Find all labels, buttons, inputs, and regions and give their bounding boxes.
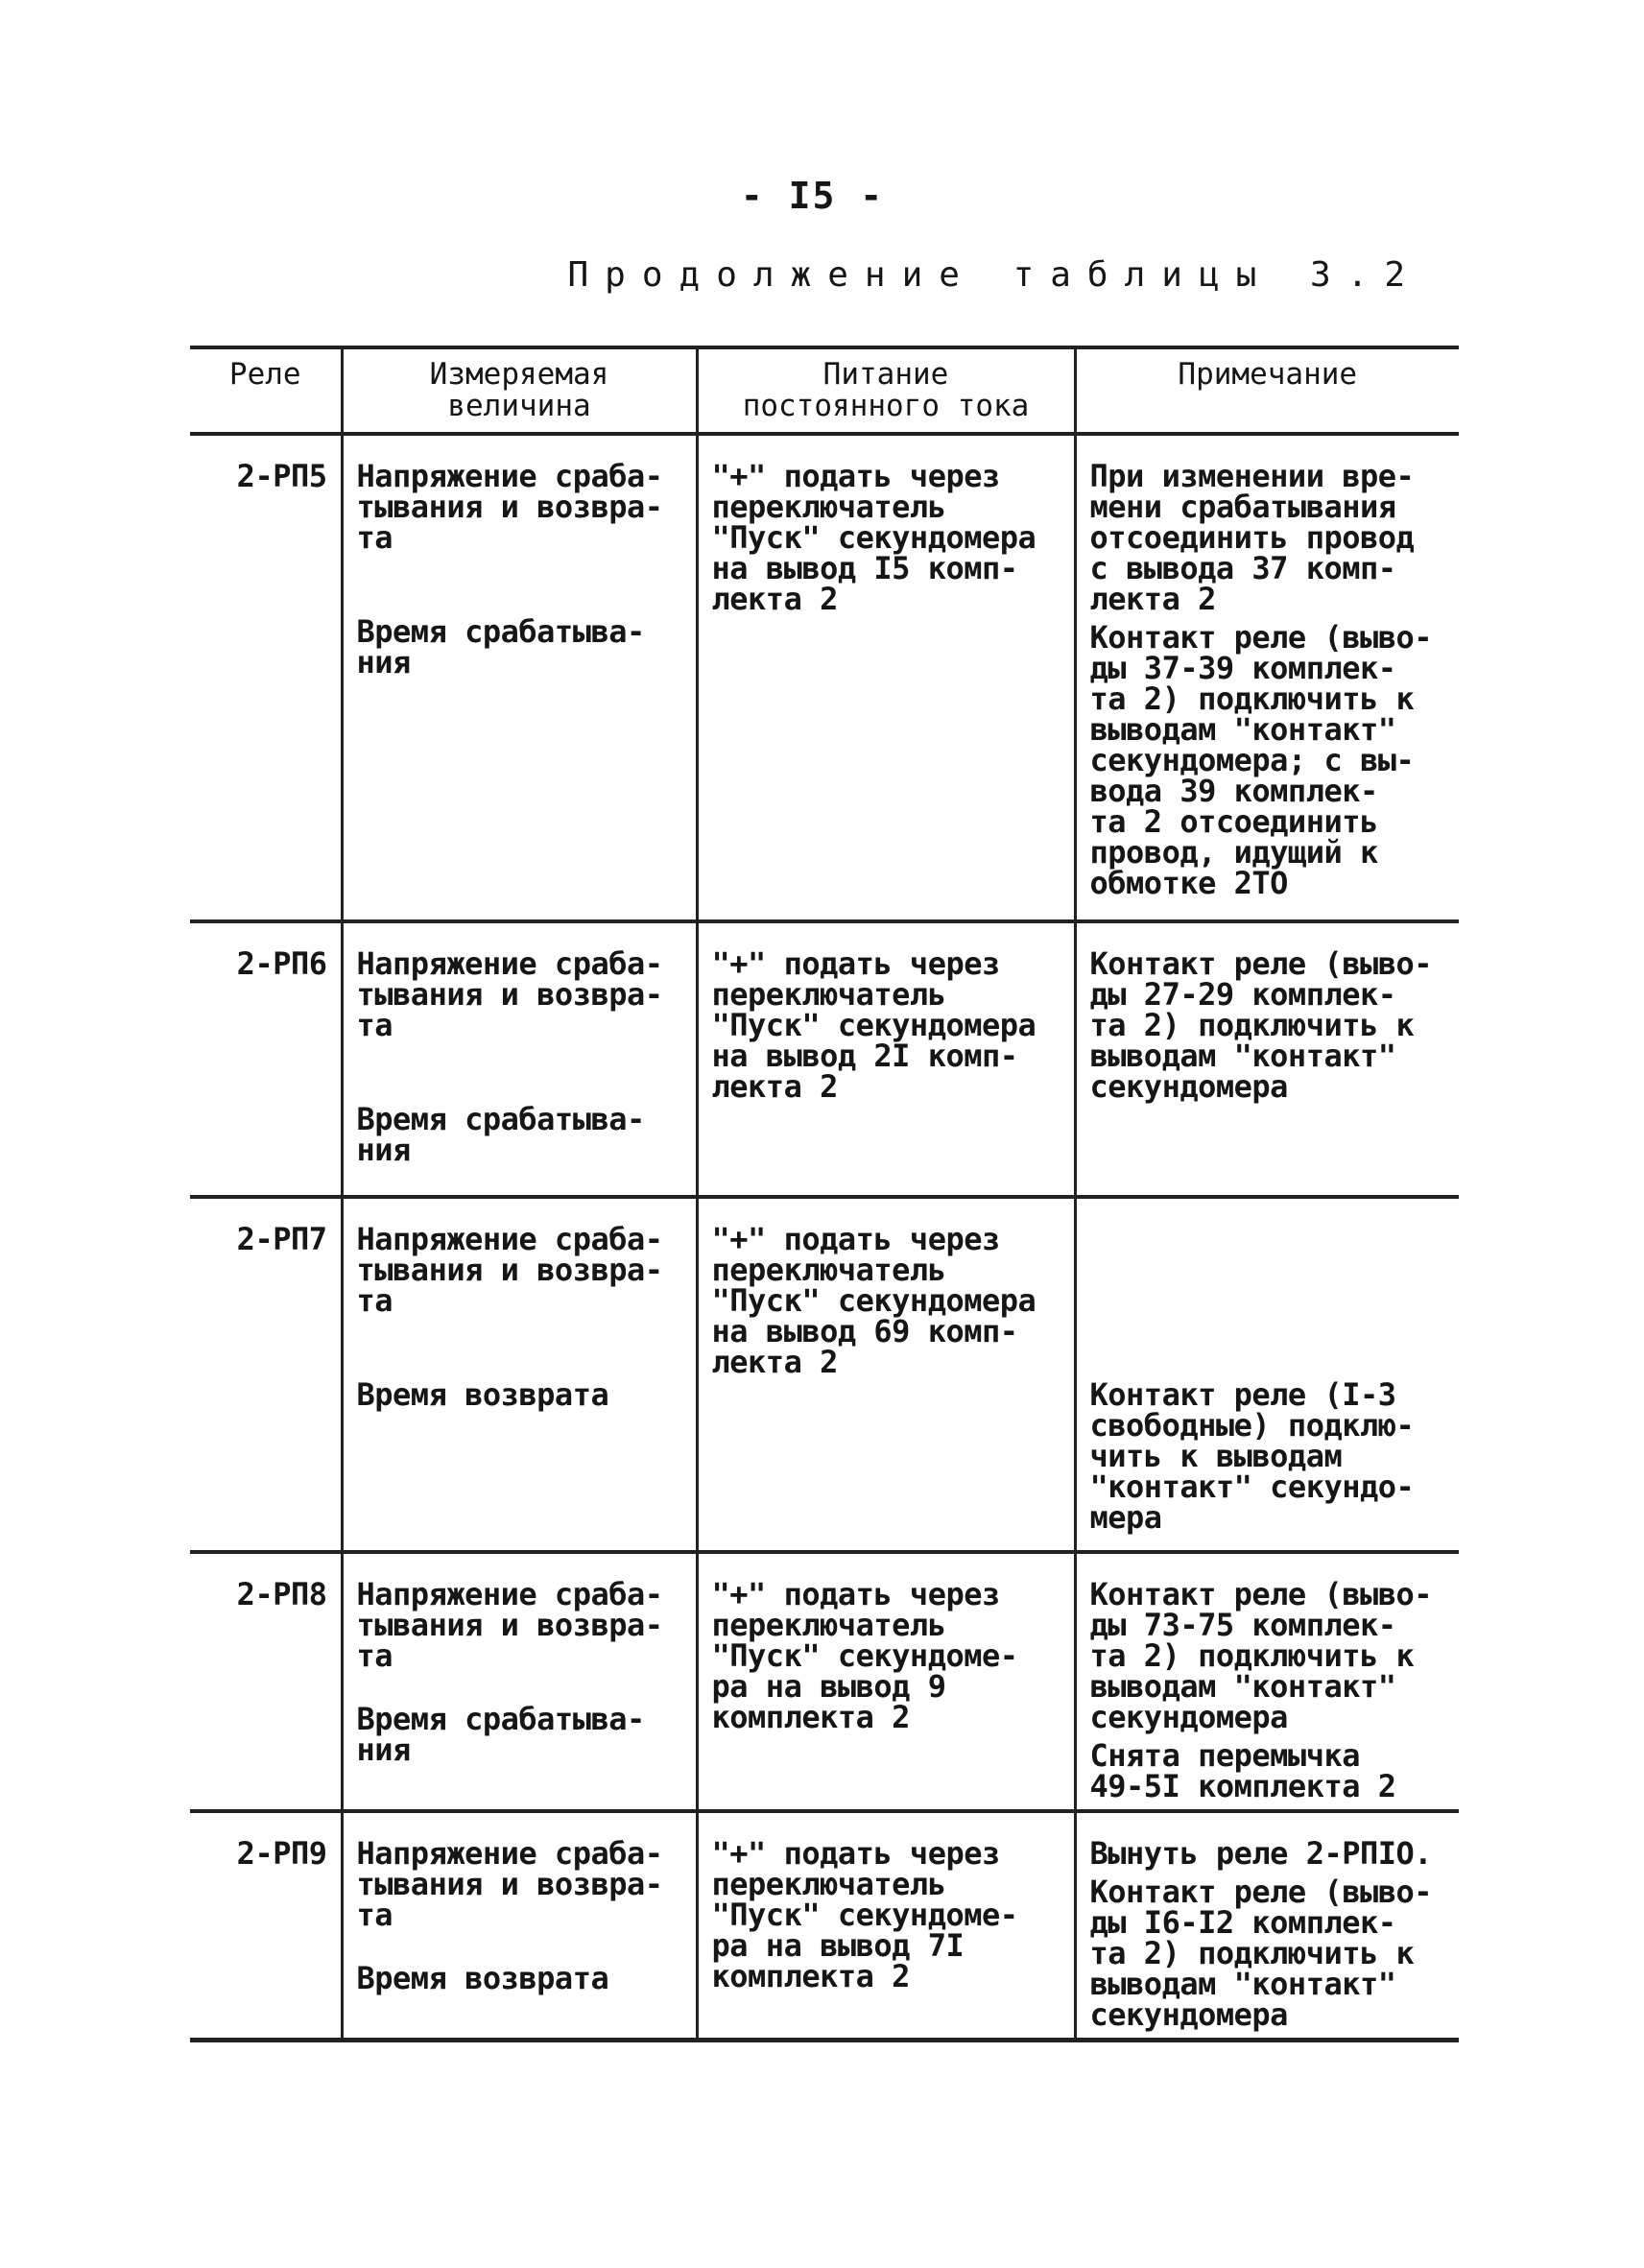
relay-cell: 2-РП9 (190, 1811, 342, 2041)
relay-cell: 2-РП8 (190, 1552, 342, 1811)
table-row (190, 921, 1459, 1197)
note-cell: Контакт реле (выво- ды 27-29 комплек- та 2) подключить к выводам "контакт" секундомера (1075, 921, 1459, 1197)
measured-item: Время возврата (356, 1960, 609, 1996)
table-row (190, 1197, 1459, 1552)
note-cell (1075, 1811, 1459, 2041)
table-header-row (190, 347, 1459, 434)
header-supply: Питание постоянного тока (697, 347, 1075, 434)
note-item: Снята перемычка 49-5I комплекта 2 (1089, 1737, 1396, 1804)
measured-item: Напряжение сраба- тывания и возвра- та (356, 1576, 663, 1674)
header-relay: Реле (190, 347, 342, 434)
note-item: Контакт реле (выво- ды 37-39 комплек- та 2) подключить к выводам "контакт" секундомера; с вы- вода 39 комплек- та 2 отсоединить провод, идущий к обмотке 2ТО (1089, 619, 1433, 901)
note-cell (1075, 1197, 1459, 1552)
note-item: Контакт реле (выво- ды I6-I2 комплек- та 2) подключить к выводам "контакт" секундомера (1089, 1874, 1433, 2033)
relay-table (190, 346, 1459, 2042)
table-row (190, 1811, 1459, 2041)
measured-item: Время возврата (356, 1376, 609, 1413)
measured-item: Время срабатыва- ния (356, 1701, 645, 1768)
measured-item: Напряжение сраба- тывания и возвра- та (356, 1221, 663, 1319)
measured-item: Напряжение сраба- тывания и возвра- та (356, 945, 663, 1043)
note-cell (1075, 1552, 1459, 1811)
header-note: Примечание (1075, 347, 1459, 434)
page-number: - I5 - (740, 175, 885, 217)
measured-item: Напряжение сраба- тывания и возвра- та (356, 1835, 663, 1933)
relay-cell: 2-РП7 (190, 1197, 342, 1552)
measured-cell (342, 434, 697, 921)
table-row (190, 1552, 1459, 1811)
supply-cell: "+" подать через переключатель "Пуск" секундоме- ра на вывод 9 комплекта 2 (697, 1552, 1075, 1811)
note-item: Вынуть реле 2-РПIO. (1089, 1835, 1433, 1872)
measured-cell (342, 921, 697, 1197)
measured-item: Напряжение сраба- тывания и возвра- та (356, 458, 663, 556)
note-item: Контакт реле (выво- ды 73-75 комплек- та 2) подключить к выводам "контакт" секундомера (1089, 1576, 1433, 1735)
measured-cell (342, 1197, 697, 1552)
relay-cell: 2-РП6 (190, 921, 342, 1197)
note-cell (1075, 434, 1459, 921)
table-caption: Продолжение таблицы 3.2 (567, 255, 1421, 295)
supply-cell: "+" подать через переключатель "Пуск" секундоме- ра на вывод 7I комплекта 2 (697, 1811, 1075, 2041)
note-item: При изменении вре- мени срабатывания отсоединить провод с вывода 37 комп- лекта 2 (1089, 458, 1415, 617)
measured-cell (342, 1552, 697, 1811)
measured-item: Время срабатыва- ния (356, 613, 645, 680)
header-measured: Измеряемая величина (342, 347, 697, 434)
note-item: Контакт реле (I-3 свободные) подклю- чить к выводам "контакт" секундо- мера (1089, 1376, 1415, 1536)
measured-item: Время срабатыва- ния (356, 1101, 645, 1168)
table-row (190, 434, 1459, 921)
supply-cell: "+" подать через переключатель "Пуск" секундомера на вывод 69 комп- лекта 2 (697, 1197, 1075, 1552)
supply-cell: "+" подать через переключатель "Пуск" секундомера на вывод 2I комп- лекта 2 (697, 921, 1075, 1197)
measured-cell (342, 1811, 697, 2041)
relay-cell: 2-РП5 (190, 434, 342, 921)
supply-cell: "+" подать через переключатель "Пуск" секундомера на вывод I5 комп- лекта 2 (697, 434, 1075, 921)
